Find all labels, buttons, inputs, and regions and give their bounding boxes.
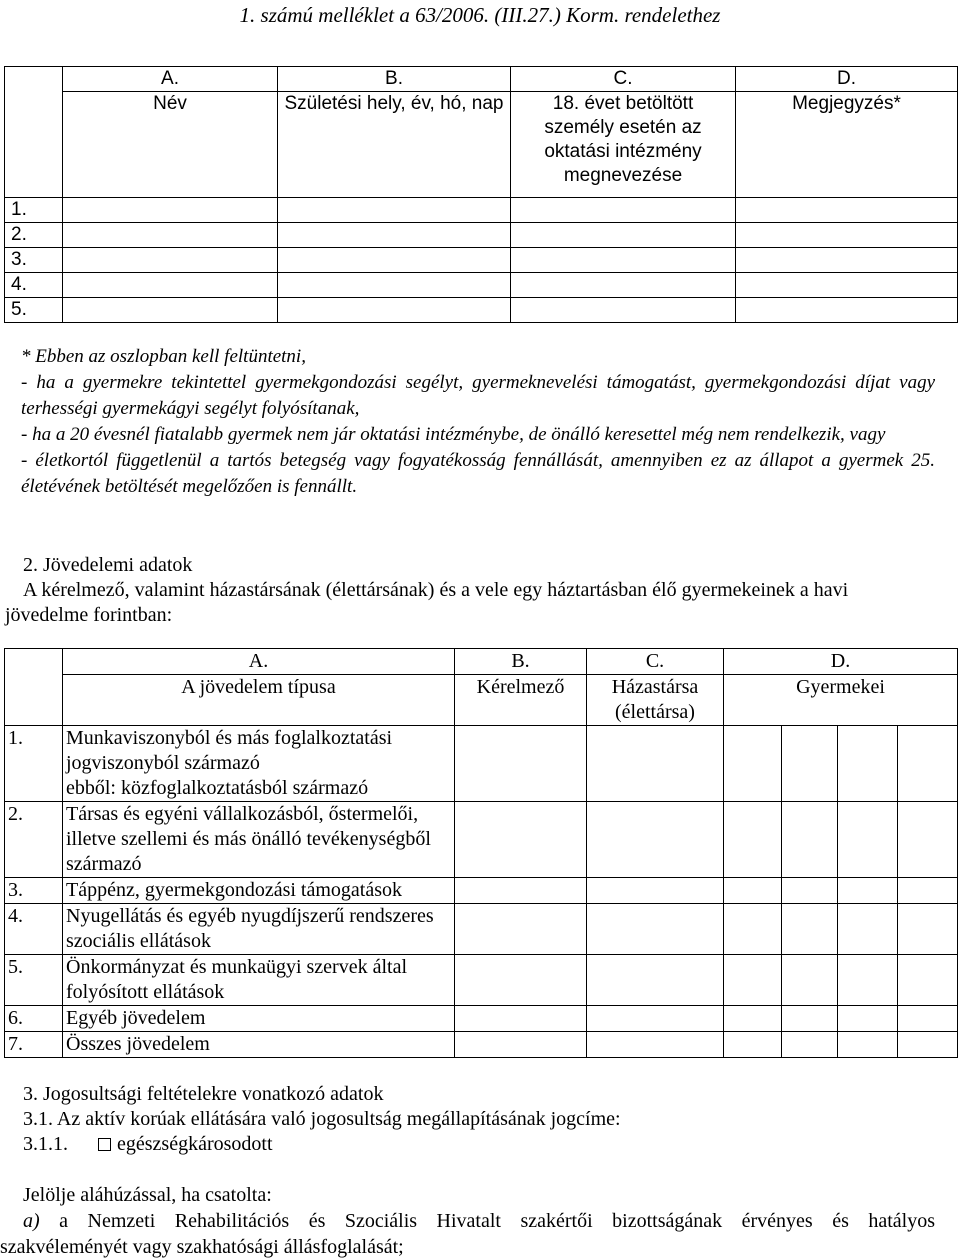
school-cell[interactable] [511, 273, 736, 298]
child-amount-cell[interactable] [782, 955, 838, 1006]
table2-col-title: Gyermekei [724, 675, 958, 726]
row-number: 1. [5, 726, 63, 802]
row-number: 3. [5, 248, 63, 273]
income-table [4, 648, 958, 1058]
table1-col-title: Név [63, 92, 278, 198]
table-row [5, 904, 958, 955]
note-cell[interactable] [736, 298, 958, 323]
table-row [5, 273, 958, 298]
child-amount-cell[interactable] [782, 878, 838, 904]
school-cell[interactable] [511, 198, 736, 223]
table1-col-letter: C. [511, 67, 736, 92]
child-amount-cell[interactable] [782, 1032, 838, 1058]
table1-col-title: Megjegyzés* [736, 92, 958, 198]
school-cell[interactable] [511, 298, 736, 323]
child-amount-cell[interactable] [724, 1032, 782, 1058]
section-subtitle: 3.1. Az aktív korúak ellátására való jogosultság megállapításának jogcíme: [23, 1108, 621, 1130]
spouse-amount-cell[interactable] [587, 904, 724, 955]
child-amount-cell[interactable] [898, 955, 958, 1006]
birth-cell[interactable] [278, 273, 511, 298]
table-row [5, 726, 958, 802]
row-number: 2. [5, 223, 63, 248]
note-cell[interactable] [736, 223, 958, 248]
row-number: 2. [5, 802, 63, 878]
applicant-amount-cell[interactable] [455, 955, 587, 1006]
section-text: A kérelmező, valamint házastársának (élettársának) és a vele egy háztartásban élő gyermekeinek a havi jövedelme forintban: [5, 579, 849, 626]
spouse-amount-cell[interactable] [587, 1032, 724, 1058]
item-label: egészségkárosodott [117, 1133, 273, 1155]
table2-col-title: Kérelmező [455, 675, 587, 726]
income-type-label: Táppénz, gyermekgondozási támogatások [63, 878, 455, 904]
child-amount-cell[interactable] [724, 955, 782, 1006]
child-amount-cell[interactable] [898, 802, 958, 878]
child-amount-cell[interactable] [838, 726, 898, 802]
table2-corner-cell [5, 675, 63, 726]
eligibility-item [23, 1132, 938, 1157]
child-amount-cell[interactable] [898, 1032, 958, 1058]
section-title: 2. Jövedelemi adatok [23, 554, 193, 576]
section-title: 3. Jogosultsági feltételekre vonatkozó adatok [23, 1083, 384, 1105]
spouse-amount-cell[interactable] [587, 955, 724, 1006]
attachment-text-cont: szakvéleményét vagy szakhatósági állásfoglalását; [0, 1236, 404, 1258]
table2-col-letter: B. [455, 649, 587, 675]
row-number: 5. [5, 298, 63, 323]
footnote-item: - életkortól függetlenül a tartós betegség vagy fogyatékosság fennállását, amennyiben ez az állapot a gyermek 25. életévének betöltését megelőzően is fennállt. [21, 450, 935, 497]
income-type-label: Munkaviszonyból és más foglalkoztatási jogviszonyból származó [66, 727, 393, 774]
eligibility-section [23, 1082, 938, 1157]
child-amount-cell[interactable] [838, 1032, 898, 1058]
table1-col-title: 18. évet betöltött személy esetén az oktatási intézmény megnevezése [511, 92, 736, 198]
note-cell[interactable] [736, 273, 958, 298]
spouse-amount-cell[interactable] [587, 878, 724, 904]
name-cell[interactable] [63, 248, 278, 273]
child-amount-cell[interactable] [838, 802, 898, 878]
table1-col-letter: A. [63, 67, 278, 92]
note-cell[interactable] [736, 198, 958, 223]
checkbox-icon[interactable] [98, 1138, 111, 1151]
table2-title-row [5, 675, 958, 726]
table1-corner-cell [5, 67, 63, 198]
table1-title-row [5, 92, 958, 198]
child-amount-cell[interactable] [782, 726, 838, 802]
child-amount-cell[interactable] [838, 955, 898, 1006]
table2-col-letter: A. [63, 649, 455, 675]
table1-col-letter: B. [278, 67, 511, 92]
table2-col-letter: C. [587, 649, 724, 675]
income-type-cell [63, 726, 455, 802]
table-row [5, 298, 958, 323]
row-number: 1. [5, 198, 63, 223]
income-section [5, 553, 935, 628]
table2-col-title: A jövedelem típusa [63, 675, 455, 726]
footnote-item: - ha a 20 évesnél fiatalabb gyermek nem jár oktatási intézménybe, de önálló keresettel még nem rendelkezik, vagy [21, 424, 886, 445]
child-amount-cell[interactable] [724, 1006, 782, 1032]
table1-col-letter: D. [736, 67, 958, 92]
income-type-label: Egyéb jövedelem [63, 1006, 455, 1032]
income-type-sublabel: ebből: közfoglalkoztatásból származó [66, 777, 369, 799]
table-row [5, 198, 958, 223]
applicant-amount-cell[interactable] [455, 904, 587, 955]
applicant-amount-cell[interactable] [455, 1006, 587, 1032]
applicant-amount-cell[interactable] [455, 878, 587, 904]
household-members-table [4, 66, 958, 323]
name-cell[interactable] [63, 198, 278, 223]
school-cell[interactable] [511, 248, 736, 273]
page-header: 1. számú melléklet a 63/2006. (III.27.) Korm. rendelethez [239, 3, 721, 27]
row-number: 7. [5, 1032, 63, 1058]
spouse-amount-cell[interactable] [587, 726, 724, 802]
birth-cell[interactable] [278, 223, 511, 248]
applicant-amount-cell[interactable] [455, 1032, 587, 1058]
table-row [5, 802, 958, 878]
attachments-title: Jelölje aláhúzással, ha csatolta: [23, 1184, 272, 1206]
income-type-label: Önkormányzat és munkaügyi szervek által folyósított ellátások [63, 955, 455, 1006]
birth-cell[interactable] [278, 248, 511, 273]
table-row [5, 1006, 958, 1032]
birth-cell[interactable] [278, 198, 511, 223]
row-number: 3. [5, 878, 63, 904]
row-number: 4. [5, 904, 63, 955]
row-number: 6. [5, 1006, 63, 1032]
table-row [5, 248, 958, 273]
child-amount-cell[interactable] [838, 878, 898, 904]
table-row [5, 955, 958, 1006]
attachments-block [0, 1182, 936, 1260]
child-amount-cell[interactable] [724, 878, 782, 904]
child-amount-cell[interactable] [898, 1006, 958, 1032]
applicant-amount-cell[interactable] [455, 802, 587, 878]
table-row [5, 1032, 958, 1058]
child-amount-cell[interactable] [838, 1006, 898, 1032]
table1-col-title: Születési hely, év, hó, nap [278, 92, 511, 198]
table-row [5, 223, 958, 248]
child-amount-cell[interactable] [724, 726, 782, 802]
school-cell[interactable] [511, 223, 736, 248]
attachment-item-a[interactable] [23, 1208, 935, 1234]
footnote-block [5, 344, 935, 500]
income-type-label: Társas és egyéni vállalkozásból, őstermelői, illetve szellemi és más önálló tevékenységből származó [63, 802, 455, 878]
table-row [5, 878, 958, 904]
applicant-amount-cell[interactable] [455, 726, 587, 802]
item-number: 3.1.1. [23, 1133, 68, 1155]
table2-corner-cell [5, 649, 63, 675]
table2-col-title: Házastársa (élettársa) [587, 675, 724, 726]
item-marker: a) [23, 1210, 40, 1232]
spouse-amount-cell[interactable] [587, 802, 724, 878]
attachment-text: a Nemzeti Rehabilitációs és Szociális Hivatalt szakértői bizottságának érvényes és hatályos [59, 1210, 936, 1232]
name-cell[interactable] [63, 298, 278, 323]
birth-cell[interactable] [278, 298, 511, 323]
note-cell[interactable] [736, 248, 958, 273]
child-amount-cell[interactable] [782, 802, 838, 878]
footnote-intro: * Ebben az oszlopban kell feltüntetni, [21, 346, 306, 367]
child-amount-cell[interactable] [782, 904, 838, 955]
row-number: 5. [5, 955, 63, 1006]
table2-col-letter: D. [724, 649, 958, 675]
table2-letter-row [5, 649, 958, 675]
child-amount-cell[interactable] [898, 726, 958, 802]
child-amount-cell[interactable] [724, 802, 782, 878]
spouse-amount-cell[interactable] [587, 1006, 724, 1032]
child-amount-cell[interactable] [724, 904, 782, 955]
row-number: 4. [5, 273, 63, 298]
income-type-label: Nyugellátás és egyéb nyugdíjszerű rendszeres szociális ellátások [63, 904, 455, 955]
child-amount-cell[interactable] [898, 878, 958, 904]
income-type-label: Összes jövedelem [63, 1032, 455, 1058]
name-cell[interactable] [63, 223, 278, 248]
name-cell[interactable] [63, 273, 278, 298]
child-amount-cell[interactable] [898, 904, 958, 955]
table1-letter-row [5, 67, 958, 92]
child-amount-cell[interactable] [838, 904, 898, 955]
child-amount-cell[interactable] [782, 1006, 838, 1032]
footnote-item: - ha a gyermekre tekintettel gyermekgondozási segélyt, gyermeknevelési támogatást, gyermekgondozási díjat vagy terhességi gyermekágyi segélyt folyósítanak, [21, 372, 935, 419]
